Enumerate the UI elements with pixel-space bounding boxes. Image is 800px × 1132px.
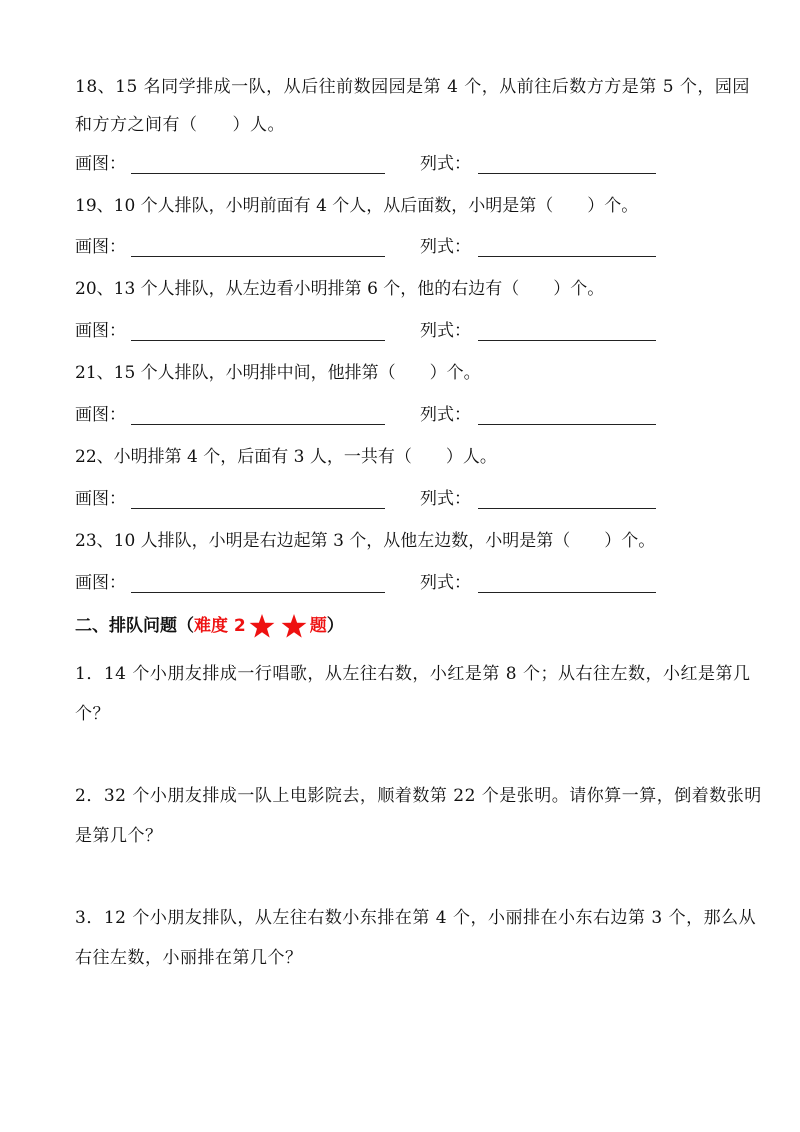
draw-answer-blank[interactable]: [131, 256, 385, 257]
question-19-answer-row: [75, 235, 675, 259]
question-21-answer-row: [75, 403, 675, 427]
section-title-suffix: 题: [309, 616, 327, 636]
question-18-text: 18、15 名同学排成一队，从后往前数园园是第 4 个，从前往后数方方是第 5 个，园园和方方之间有（ ）人。: [75, 77, 750, 135]
draw-label: 画图：: [75, 237, 126, 257]
draw-answer-blank[interactable]: [131, 592, 385, 593]
expression-label: 列式：: [420, 154, 471, 174]
expression-answer-blank[interactable]: [478, 508, 656, 509]
section-open-paren: （: [177, 616, 194, 636]
section-close-paren: ）: [326, 616, 344, 636]
expression-answer-blank[interactable]: [478, 424, 656, 425]
section-title: 二、排队问题: [75, 616, 177, 636]
problem-2-text: 2．32 个小朋友排成一队上电影院去，顺着数第 22 个是张明。请你算一算，倒着数张明是第几个？: [75, 786, 762, 846]
question-20-text: 20、13 个人排队，从左边看小明排第 6 个，他的右边有（ ）个。: [75, 279, 605, 299]
draw-answer-blank[interactable]: [131, 424, 385, 425]
question-18-answer-row: [75, 152, 675, 176]
expression-label: 列式：: [420, 237, 471, 257]
question-22-text: 22、小明排第 4 个，后面有 3 人，一共有（ ）人。: [75, 447, 497, 467]
expression-label: 列式：: [420, 489, 471, 509]
draw-label: 画图：: [75, 405, 126, 425]
expression-answer-blank[interactable]: [478, 173, 656, 174]
draw-label: 画图：: [75, 489, 126, 509]
draw-label: 画图：: [75, 573, 126, 593]
question-19-text: 19、10 个人排队，小明前面有 4 个人，从后面数，小明是第（ ）个。: [75, 196, 639, 216]
question-21-text: 21、15 个人排队，小明排中间，他排第（ ）个。: [75, 363, 481, 383]
draw-label: 画图：: [75, 154, 126, 174]
expression-answer-blank[interactable]: [478, 592, 656, 593]
difficulty-label: 难度 2: [194, 616, 246, 636]
star-icon: [249, 613, 275, 639]
expression-answer-blank[interactable]: [478, 256, 656, 257]
question-20-answer-row: [75, 319, 675, 343]
draw-label: 画图：: [75, 321, 126, 341]
question-23-answer-row: [75, 571, 675, 595]
expression-label: 列式：: [420, 321, 471, 341]
star-icon: [281, 613, 307, 639]
expression-label: 列式：: [420, 573, 471, 593]
expression-answer-blank[interactable]: [478, 340, 656, 341]
problem-3-text: 3．12 个小朋友排队，从左往右数小东排在第 4 个，小丽排在小东右边第 3 个，那么从右往左数，小丽排在第几个？: [75, 908, 757, 968]
expression-label: 列式：: [420, 405, 471, 425]
draw-answer-blank[interactable]: [131, 173, 385, 174]
draw-answer-blank[interactable]: [131, 340, 385, 341]
section-heading: [75, 612, 344, 640]
question-22-answer-row: [75, 487, 675, 511]
problem-1-text: 1．14 个小朋友排成一行唱歌，从左往右数，小红是第 8 个；从右往左数，小红是第几个？: [75, 664, 751, 724]
draw-answer-blank[interactable]: [131, 508, 385, 509]
question-23-text: 23、10 人排队，小明是右边起第 3 个，从他左边数，小明是第（ ）个。: [75, 531, 656, 551]
